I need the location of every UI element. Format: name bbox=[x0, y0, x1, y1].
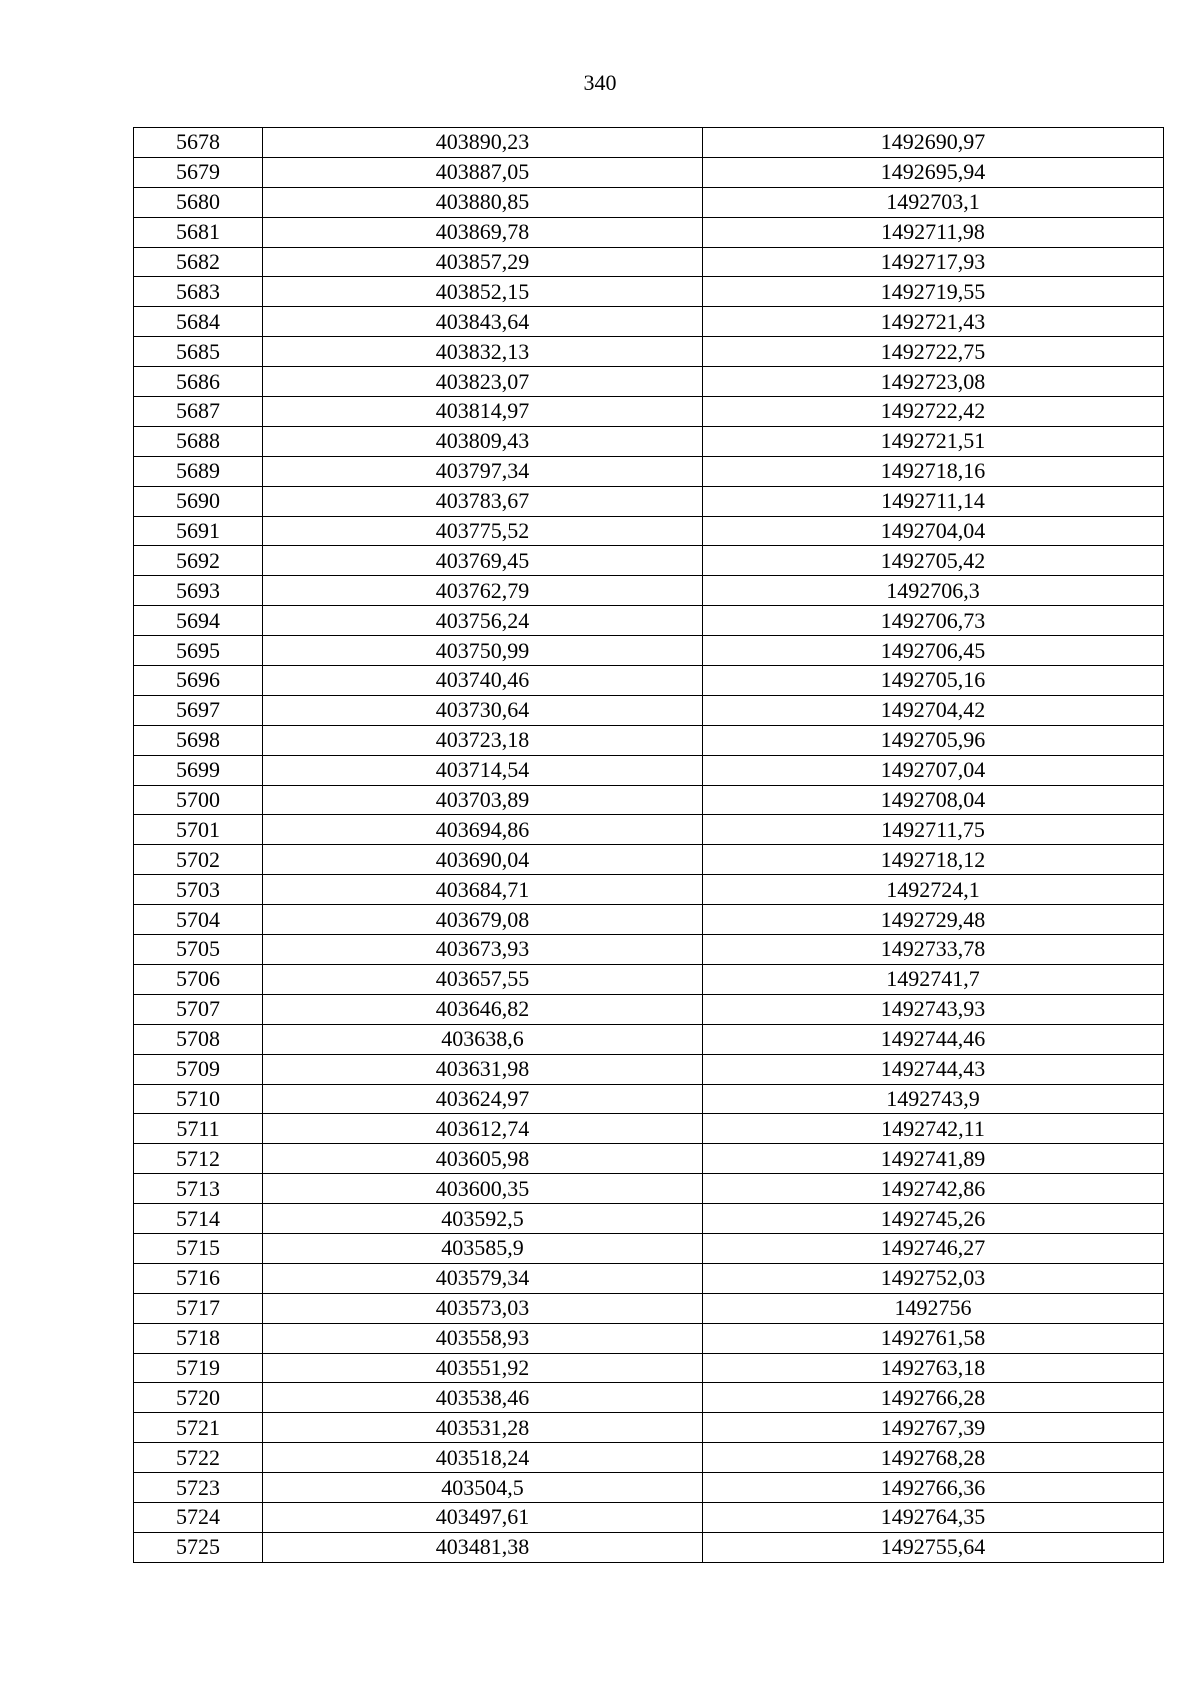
x-coordinate-cell: 403631,98 bbox=[263, 1054, 703, 1084]
x-coordinate-cell: 403531,28 bbox=[263, 1413, 703, 1443]
y-coordinate-cell: 1492711,98 bbox=[703, 217, 1164, 247]
point-number-cell: 5716 bbox=[134, 1263, 263, 1293]
x-coordinate-cell: 403673,93 bbox=[263, 935, 703, 965]
point-number-cell: 5679 bbox=[134, 157, 263, 187]
table-row bbox=[134, 367, 1164, 397]
x-coordinate-cell: 403573,03 bbox=[263, 1293, 703, 1323]
table-row bbox=[134, 1263, 1164, 1293]
x-coordinate-cell: 403657,55 bbox=[263, 964, 703, 994]
x-coordinate-cell: 403694,86 bbox=[263, 815, 703, 845]
point-number-cell: 5724 bbox=[134, 1502, 263, 1532]
point-number-cell: 5686 bbox=[134, 367, 263, 397]
point-number-cell: 5700 bbox=[134, 785, 263, 815]
x-coordinate-cell: 403750,99 bbox=[263, 636, 703, 666]
point-number-cell: 5683 bbox=[134, 277, 263, 307]
point-number-cell: 5709 bbox=[134, 1054, 263, 1084]
x-coordinate-cell: 403624,97 bbox=[263, 1084, 703, 1114]
table-row bbox=[134, 187, 1164, 217]
coordinates-table-body bbox=[134, 128, 1164, 1563]
x-coordinate-cell: 403646,82 bbox=[263, 994, 703, 1024]
y-coordinate-cell: 1492705,16 bbox=[703, 666, 1164, 696]
x-coordinate-cell: 403703,89 bbox=[263, 785, 703, 815]
point-number-cell: 5692 bbox=[134, 546, 263, 576]
x-coordinate-cell: 403823,07 bbox=[263, 367, 703, 397]
point-number-cell: 5684 bbox=[134, 307, 263, 337]
y-coordinate-cell: 1492690,97 bbox=[703, 128, 1164, 158]
x-coordinate-cell: 403887,05 bbox=[263, 157, 703, 187]
y-coordinate-cell: 1492766,36 bbox=[703, 1473, 1164, 1503]
point-number-cell: 5688 bbox=[134, 426, 263, 456]
point-number-cell: 5704 bbox=[134, 905, 263, 935]
table-row bbox=[134, 755, 1164, 785]
table-row bbox=[134, 128, 1164, 158]
table-row bbox=[134, 845, 1164, 875]
y-coordinate-cell: 1492764,35 bbox=[703, 1502, 1164, 1532]
table-row bbox=[134, 576, 1164, 606]
table-row bbox=[134, 1443, 1164, 1473]
y-coordinate-cell: 1492743,9 bbox=[703, 1084, 1164, 1114]
y-coordinate-cell: 1492718,16 bbox=[703, 456, 1164, 486]
y-coordinate-cell: 1492718,12 bbox=[703, 845, 1164, 875]
point-number-cell: 5689 bbox=[134, 456, 263, 486]
point-number-cell: 5717 bbox=[134, 1293, 263, 1323]
table-row bbox=[134, 1502, 1164, 1532]
table-row bbox=[134, 1383, 1164, 1413]
point-number-cell: 5687 bbox=[134, 397, 263, 427]
table-row bbox=[134, 247, 1164, 277]
point-number-cell: 5680 bbox=[134, 187, 263, 217]
x-coordinate-cell: 403638,6 bbox=[263, 1024, 703, 1054]
x-coordinate-cell: 403740,46 bbox=[263, 666, 703, 696]
page-number: 340 bbox=[583, 70, 617, 95]
x-coordinate-cell: 403558,93 bbox=[263, 1323, 703, 1353]
x-coordinate-cell: 403869,78 bbox=[263, 217, 703, 247]
x-coordinate-cell: 403783,67 bbox=[263, 486, 703, 516]
x-coordinate-cell: 403579,34 bbox=[263, 1263, 703, 1293]
x-coordinate-cell: 403809,43 bbox=[263, 426, 703, 456]
y-coordinate-cell: 1492743,93 bbox=[703, 994, 1164, 1024]
point-number-cell: 5690 bbox=[134, 486, 263, 516]
x-coordinate-cell: 403538,46 bbox=[263, 1383, 703, 1413]
y-coordinate-cell: 1492705,96 bbox=[703, 725, 1164, 755]
x-coordinate-cell: 403852,15 bbox=[263, 277, 703, 307]
point-number-cell: 5719 bbox=[134, 1353, 263, 1383]
table-row bbox=[134, 1174, 1164, 1204]
table-row bbox=[134, 546, 1164, 576]
table-row bbox=[134, 397, 1164, 427]
point-number-cell: 5699 bbox=[134, 755, 263, 785]
table-row bbox=[134, 905, 1164, 935]
x-coordinate-cell: 403775,52 bbox=[263, 516, 703, 546]
table-row bbox=[134, 606, 1164, 636]
table-row bbox=[134, 875, 1164, 905]
point-number-cell: 5691 bbox=[134, 516, 263, 546]
y-coordinate-cell: 1492706,45 bbox=[703, 636, 1164, 666]
table-row bbox=[134, 1323, 1164, 1353]
table-row bbox=[134, 1413, 1164, 1443]
y-coordinate-cell: 1492744,43 bbox=[703, 1054, 1164, 1084]
table-row bbox=[134, 217, 1164, 247]
point-number-cell: 5707 bbox=[134, 994, 263, 1024]
table-row bbox=[134, 1054, 1164, 1084]
y-coordinate-cell: 1492752,03 bbox=[703, 1263, 1164, 1293]
table-row bbox=[134, 1233, 1164, 1263]
y-coordinate-cell: 1492695,94 bbox=[703, 157, 1164, 187]
y-coordinate-cell: 1492741,89 bbox=[703, 1144, 1164, 1174]
point-number-cell: 5705 bbox=[134, 935, 263, 965]
y-coordinate-cell: 1492745,26 bbox=[703, 1204, 1164, 1234]
y-coordinate-cell: 1492707,04 bbox=[703, 755, 1164, 785]
table-row bbox=[134, 456, 1164, 486]
y-coordinate-cell: 1492711,14 bbox=[703, 486, 1164, 516]
table-row bbox=[134, 994, 1164, 1024]
x-coordinate-cell: 403585,9 bbox=[263, 1233, 703, 1263]
table-row bbox=[134, 695, 1164, 725]
coordinates-table bbox=[133, 127, 1164, 1563]
y-coordinate-cell: 1492746,27 bbox=[703, 1233, 1164, 1263]
table-row bbox=[134, 964, 1164, 994]
point-number-cell: 5693 bbox=[134, 576, 263, 606]
point-number-cell: 5723 bbox=[134, 1473, 263, 1503]
x-coordinate-cell: 403504,5 bbox=[263, 1473, 703, 1503]
point-number-cell: 5697 bbox=[134, 695, 263, 725]
y-coordinate-cell: 1492733,78 bbox=[703, 935, 1164, 965]
x-coordinate-cell: 403497,61 bbox=[263, 1502, 703, 1532]
point-number-cell: 5696 bbox=[134, 666, 263, 696]
table-row bbox=[134, 277, 1164, 307]
y-coordinate-cell: 1492708,04 bbox=[703, 785, 1164, 815]
y-coordinate-cell: 1492744,46 bbox=[703, 1024, 1164, 1054]
y-coordinate-cell: 1492721,43 bbox=[703, 307, 1164, 337]
x-coordinate-cell: 403814,97 bbox=[263, 397, 703, 427]
table-row bbox=[134, 516, 1164, 546]
x-coordinate-cell: 403769,45 bbox=[263, 546, 703, 576]
x-coordinate-cell: 403714,54 bbox=[263, 755, 703, 785]
table-row bbox=[134, 1204, 1164, 1234]
point-number-cell: 5681 bbox=[134, 217, 263, 247]
table-row bbox=[134, 1144, 1164, 1174]
point-number-cell: 5722 bbox=[134, 1443, 263, 1473]
point-number-cell: 5714 bbox=[134, 1204, 263, 1234]
y-coordinate-cell: 1492755,64 bbox=[703, 1532, 1164, 1562]
point-number-cell: 5703 bbox=[134, 875, 263, 905]
y-coordinate-cell: 1492706,3 bbox=[703, 576, 1164, 606]
point-number-cell: 5678 bbox=[134, 128, 263, 158]
x-coordinate-cell: 403592,5 bbox=[263, 1204, 703, 1234]
y-coordinate-cell: 1492703,1 bbox=[703, 187, 1164, 217]
table-row bbox=[134, 1353, 1164, 1383]
table-row bbox=[134, 725, 1164, 755]
y-coordinate-cell: 1492717,93 bbox=[703, 247, 1164, 277]
y-coordinate-cell: 1492723,08 bbox=[703, 367, 1164, 397]
point-number-cell: 5698 bbox=[134, 725, 263, 755]
table-row bbox=[134, 1473, 1164, 1503]
y-coordinate-cell: 1492704,04 bbox=[703, 516, 1164, 546]
y-coordinate-cell: 1492768,28 bbox=[703, 1443, 1164, 1473]
y-coordinate-cell: 1492722,75 bbox=[703, 337, 1164, 367]
x-coordinate-cell: 403518,24 bbox=[263, 1443, 703, 1473]
table-row bbox=[134, 1293, 1164, 1323]
y-coordinate-cell: 1492706,73 bbox=[703, 606, 1164, 636]
table-row bbox=[134, 486, 1164, 516]
x-coordinate-cell: 403679,08 bbox=[263, 905, 703, 935]
point-number-cell: 5720 bbox=[134, 1383, 263, 1413]
point-number-cell: 5710 bbox=[134, 1084, 263, 1114]
x-coordinate-cell: 403612,74 bbox=[263, 1114, 703, 1144]
y-coordinate-cell: 1492711,75 bbox=[703, 815, 1164, 845]
y-coordinate-cell: 1492724,1 bbox=[703, 875, 1164, 905]
point-number-cell: 5713 bbox=[134, 1174, 263, 1204]
x-coordinate-cell: 403857,29 bbox=[263, 247, 703, 277]
x-coordinate-cell: 403690,04 bbox=[263, 845, 703, 875]
table-row bbox=[134, 935, 1164, 965]
point-number-cell: 5711 bbox=[134, 1114, 263, 1144]
table-row bbox=[134, 815, 1164, 845]
x-coordinate-cell: 403551,92 bbox=[263, 1353, 703, 1383]
point-number-cell: 5695 bbox=[134, 636, 263, 666]
point-number-cell: 5702 bbox=[134, 845, 263, 875]
table-row bbox=[134, 1114, 1164, 1144]
point-number-cell: 5682 bbox=[134, 247, 263, 277]
table-row bbox=[134, 157, 1164, 187]
x-coordinate-cell: 403723,18 bbox=[263, 725, 703, 755]
table-row bbox=[134, 426, 1164, 456]
point-number-cell: 5712 bbox=[134, 1144, 263, 1174]
y-coordinate-cell: 1492719,55 bbox=[703, 277, 1164, 307]
x-coordinate-cell: 403843,64 bbox=[263, 307, 703, 337]
y-coordinate-cell: 1492721,51 bbox=[703, 426, 1164, 456]
y-coordinate-cell: 1492761,58 bbox=[703, 1323, 1164, 1353]
point-number-cell: 5694 bbox=[134, 606, 263, 636]
table-row bbox=[134, 785, 1164, 815]
x-coordinate-cell: 403797,34 bbox=[263, 456, 703, 486]
y-coordinate-cell: 1492742,11 bbox=[703, 1114, 1164, 1144]
point-number-cell: 5706 bbox=[134, 964, 263, 994]
x-coordinate-cell: 403890,23 bbox=[263, 128, 703, 158]
x-coordinate-cell: 403880,85 bbox=[263, 187, 703, 217]
x-coordinate-cell: 403756,24 bbox=[263, 606, 703, 636]
x-coordinate-cell: 403684,71 bbox=[263, 875, 703, 905]
table-row bbox=[134, 1084, 1164, 1114]
y-coordinate-cell: 1492722,42 bbox=[703, 397, 1164, 427]
point-number-cell: 5721 bbox=[134, 1413, 263, 1443]
y-coordinate-cell: 1492763,18 bbox=[703, 1353, 1164, 1383]
y-coordinate-cell: 1492766,28 bbox=[703, 1383, 1164, 1413]
table-row bbox=[134, 1024, 1164, 1054]
y-coordinate-cell: 1492741,7 bbox=[703, 964, 1164, 994]
y-coordinate-cell: 1492705,42 bbox=[703, 546, 1164, 576]
table-row bbox=[134, 307, 1164, 337]
x-coordinate-cell: 403730,64 bbox=[263, 695, 703, 725]
point-number-cell: 5685 bbox=[134, 337, 263, 367]
y-coordinate-cell: 1492729,48 bbox=[703, 905, 1164, 935]
x-coordinate-cell: 403832,13 bbox=[263, 337, 703, 367]
y-coordinate-cell: 1492704,42 bbox=[703, 695, 1164, 725]
point-number-cell: 5708 bbox=[134, 1024, 263, 1054]
x-coordinate-cell: 403481,38 bbox=[263, 1532, 703, 1562]
table-row bbox=[134, 636, 1164, 666]
table-row bbox=[134, 666, 1164, 696]
y-coordinate-cell: 1492756 bbox=[703, 1293, 1164, 1323]
point-number-cell: 5715 bbox=[134, 1233, 263, 1263]
x-coordinate-cell: 403605,98 bbox=[263, 1144, 703, 1174]
point-number-cell: 5701 bbox=[134, 815, 263, 845]
y-coordinate-cell: 1492742,86 bbox=[703, 1174, 1164, 1204]
y-coordinate-cell: 1492767,39 bbox=[703, 1413, 1164, 1443]
point-number-cell: 5718 bbox=[134, 1323, 263, 1353]
x-coordinate-cell: 403762,79 bbox=[263, 576, 703, 606]
table-row bbox=[134, 1532, 1164, 1562]
table-row bbox=[134, 337, 1164, 367]
x-coordinate-cell: 403600,35 bbox=[263, 1174, 703, 1204]
point-number-cell: 5725 bbox=[134, 1532, 263, 1562]
